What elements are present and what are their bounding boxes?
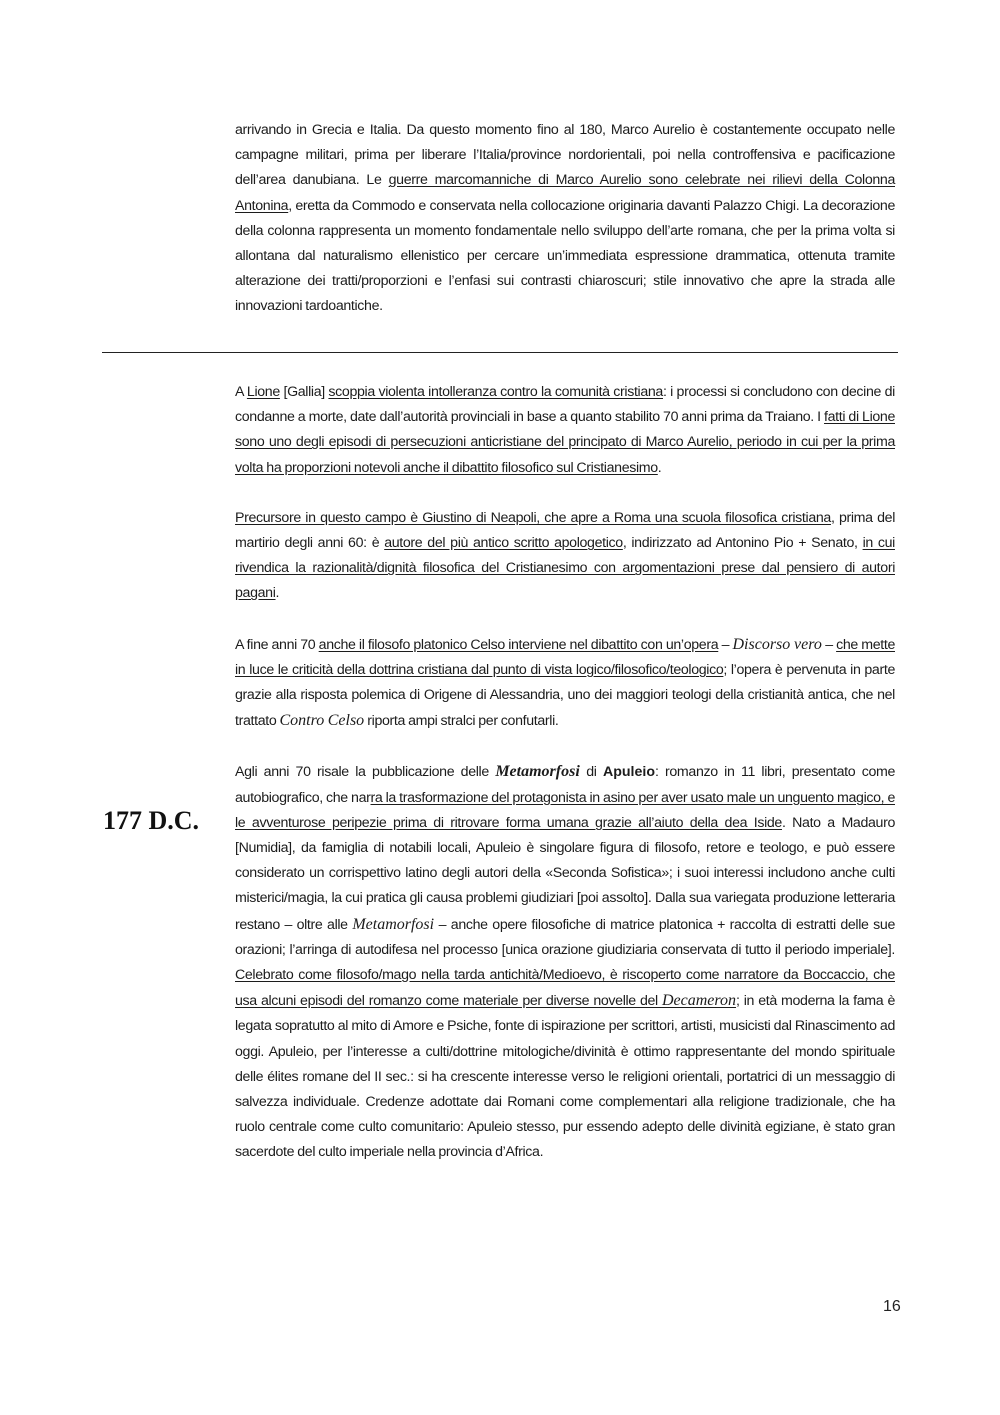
- underlined-text: scoppia violenta intolleranza contro la comunità cristiana: [328, 384, 663, 400]
- text-run: –: [821, 636, 837, 653]
- underlined-text: fatti di Lione sono uno degli episodi di persecuzioni anticristiane del principato di Marco Aurelio, periodo in cui per la prima volta ha proporzioni notevoli anche il dibattito filosofico sul Cristianesimo: [235, 409, 895, 476]
- text-run: , prima del martirio degli anni 60: è: [235, 509, 895, 552]
- book-title: Contro Celso: [279, 712, 365, 730]
- underlined-text: in cui rivendica la razionalità/dignità filosofica del Cristianesimo con argomentazioni prese dal pensiero di autori pagani: [235, 535, 895, 602]
- text-run: : romanzo in 11 libri, presentato come autobiografico, che nar: [235, 764, 895, 806]
- book-title: Metamorfosi: [352, 915, 435, 933]
- text-run: .: [275, 585, 280, 602]
- text-run: [Gallia]: [279, 384, 329, 400]
- text-run: di: [579, 764, 603, 781]
- text-run: – anche opere filosofiche di matrice platonica + raccolta di estratti delle sue orazioni; l’arringa di autodifesa nel processo [unica orazione giudiziaria conservata di tutto il periodo imperiale].: [235, 916, 895, 958]
- section-divider: [102, 352, 898, 353]
- top-paragraph: [235, 118, 895, 320]
- text-run: A fine anni 70: [235, 636, 319, 653]
- underlined-text: che mette in luce le criticità della dottrina cristiana dal punto di vista logico/filosofico/teologico: [235, 636, 895, 678]
- book-title: Decameron: [661, 992, 737, 1010]
- text-run: , eretta da Commodo e conservata nella collocazione originaria davanti Palazzo Chigi. La decorazione della colonna rappresenta un momento fondamentale nello sviluppo dell’arte romana, che per la prima volta si allontana dal naturalismo ellenistico per cercare un’immediata espressione drammatica, ottenuta tramite alterazione dei tratti/proporzioni e l’enfasi sui contrasti chiaroscuri; stile innovativo che apre la strada alle innovazioni tardoantiche.: [235, 197, 895, 315]
- text-run: ; in età moderna la fama è legata sopratutto al mito di Amore e Psiche, fonte di ispirazione per scrittori, artisti, musicisti dal Rinascimento ad oggi. Apuleio, per l’interesse a culti/dottrine mitologiche/divinità è ottimo rappresentante del mondo spirituale delle élites romane del II sec.: si ha crescente interesse verso le religioni orientali, portatrici di un messaggio di salvezza individuale. Credenze adottate dai Romani come complementari alla religione tradizionale, che ha ruolo centrale come culto comunitario: Apuleio stesso, pur essendo adepto delle divinità egiziane, è stato gran sacerdote del culto imperiale nella provincia d’Africa.: [235, 993, 895, 1161]
- text-run: –: [718, 636, 733, 653]
- underlined-text: guerre marcomanniche di Marco Aurelio sono celebrate nei rilievi della Colonna Antonina: [235, 172, 895, 214]
- book-title: Discorso vero: [732, 635, 822, 653]
- paragraph-lione: [235, 380, 895, 481]
- book-title: Metamorfosi: [495, 763, 580, 781]
- paragraph-colonna-antonina: [235, 118, 895, 320]
- author-name: Apuleio: [602, 764, 655, 781]
- underlined-text: Lione: [246, 384, 280, 400]
- section-body: [235, 380, 895, 1166]
- underlined-text: Precursore in questo campo è Giustino di Neapoli, che apre a Roma una scuola filosofica cristiana: [235, 509, 831, 526]
- underlined-text: Celebrato come filosofo/mago nella tarda antichità/Medioevo, è riscoperto come narratore da Boccaccio, che usa alcuni episodi del romanzo come materiale per diverse novelle del: [235, 967, 895, 1010]
- paragraph-giustino: [235, 506, 895, 607]
- text-run: : i processi si concludono con decine di condanne a morte, date dall’autorità provinciali in base a quanto stabilito 70 anni prima da Traiano. I: [235, 384, 895, 426]
- paragraph-apuleio: [235, 759, 895, 1165]
- underlined-text: anche il filosofo platonico Celso interviene nel dibattito con un’opera: [318, 636, 719, 653]
- section-date: 177 D.C.: [103, 806, 200, 835]
- text-run: A: [235, 384, 247, 400]
- page-number: 16: [883, 1298, 901, 1315]
- underlined-text: autore del più antico scritto apologetico: [384, 535, 623, 552]
- text-run: ; l’opera è pervenuta in parte grazie alla risposta polemica di Origene di Alessandria, uno dei maggiori teologi della cristianità antica, che nel trattato: [235, 661, 895, 730]
- text-run: , indirizzato ad Antonino Pio + Senato,: [622, 535, 863, 552]
- paragraph-celso: [235, 632, 895, 735]
- text-run: riporta ampi stralci per confutarli.: [364, 713, 559, 730]
- underlined-text: ra la trasformazione del protagonista in asino per aver usato male un unguento magico, e le avventurose peripezie prima di ritrovare forma umana grazie all’aiuto della dea Iside: [235, 789, 895, 831]
- text-run: .: [657, 459, 662, 476]
- text-run: arrivando in Grecia e Italia. Da questo momento fino al 180, Marco Aurelio è costantemente occupato nelle campagne militari, prima per liberare l’Italia/province nordorientali, poi nella controffensiva e pacificazione dell’area danubiana. Le: [235, 122, 895, 189]
- text-run: Agli anni 70 risale la pubblicazione delle: [235, 764, 496, 781]
- text-run: . Nato a Madauro [Numidia], da famiglia di notabili locali, Apuleio è singolare figura di filosofo, retore e teologo, e può essere considerato un corrispettivo latino degli autori della «Seconda Sofistica»; i suoi interessi includono anche culti misterici/magia, la cui pratica gli causa problemi giudiziari [poi assolto]. Dalla sua variegata produzione letteraria restano – oltre alle: [235, 814, 895, 933]
